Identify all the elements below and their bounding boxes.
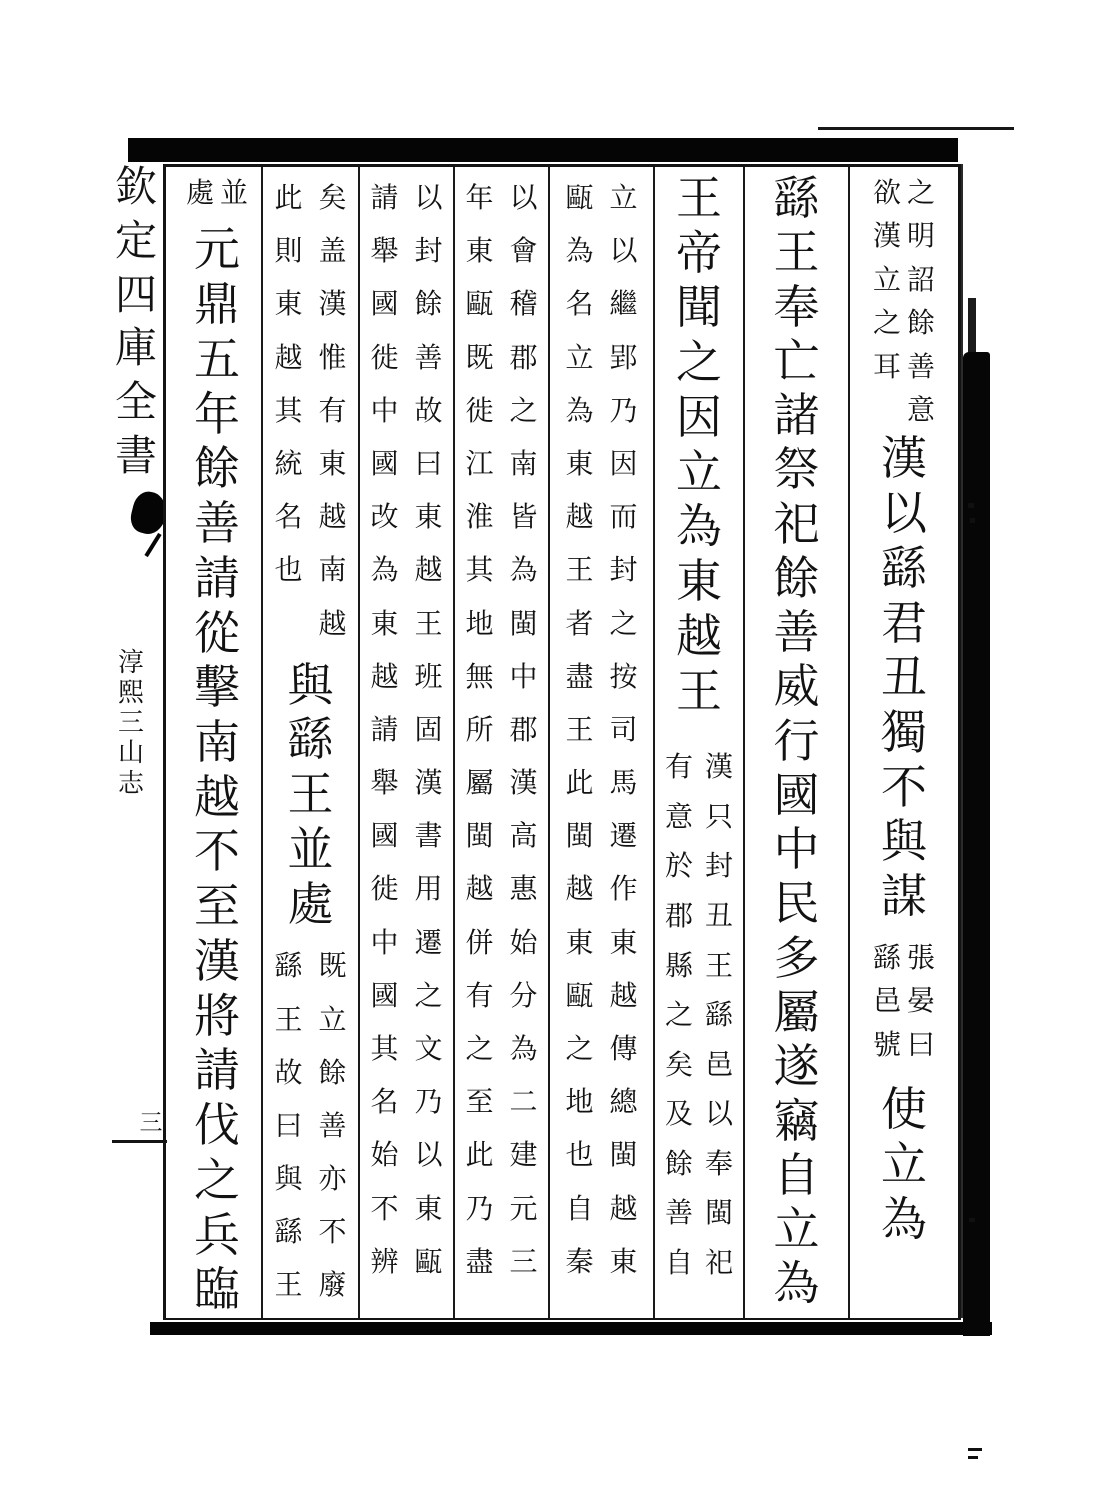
note-left-line: 處 (186, 178, 215, 209)
note-left-line: 請舉國徙中國改為東越請舉國徙中國其名始不辨 (370, 183, 399, 1278)
text-column-1 (848, 167, 958, 1318)
text-columns (166, 167, 958, 1318)
note-right-line: 以會稽郡之南皆為閩中郡漢高惠始分為二建元三 (509, 183, 538, 1278)
ink-speck (970, 518, 975, 523)
commentary-note (275, 172, 347, 651)
note-left-line: 繇邑號 (873, 942, 902, 1061)
commentary-note (566, 172, 638, 1289)
main-text: 王帝聞之因立為東越王 (676, 173, 722, 717)
main-text: 繇王奉亡諸祭祀餘善威行國中民多屬遂竊自立為 (773, 173, 820, 1310)
ink-speck (968, 1448, 982, 1451)
text-column-7 (261, 167, 358, 1318)
bottom-border-band (150, 1322, 992, 1335)
note-right-line: 既立餘善亦不廢 (318, 951, 347, 1302)
collection-title: 欽定四庫全書 (114, 165, 157, 480)
text-column-4 (548, 167, 653, 1318)
top-outer-rule (818, 127, 1014, 130)
note-right-line: 漢只封丑王繇邑以奉閩祀 (705, 752, 734, 1279)
ink-speck (969, 1218, 975, 1222)
page-number-rule (112, 1140, 167, 1143)
note-right-line: 並 (220, 178, 249, 209)
note-right-line: 矣盖漢惟有東越南越 (318, 183, 347, 640)
spine-shadow-bar (963, 352, 990, 1336)
text-column-6 (358, 167, 453, 1318)
ink-blob-tail (144, 533, 161, 557)
page-number: 三 (139, 1110, 163, 1135)
commentary-note (665, 743, 733, 1288)
text-frame (163, 164, 961, 1320)
note-right-line: 以封餘善故曰東越王班固漢書用遷之文乃以東甌 (414, 183, 443, 1278)
note-left-line: 有意於郡縣之矣及餘善自 (665, 752, 694, 1279)
main-text: 使立為 (881, 1084, 927, 1245)
commentary-note (186, 172, 248, 215)
spine-shadow-tip (968, 298, 976, 358)
commentary-note (371, 172, 443, 1289)
text-column-5 (453, 167, 548, 1318)
commentary-note (873, 937, 935, 1067)
note-left-line: 年東甌既徙江淮其地無所屬閩越併有之至此乃盡 (465, 183, 494, 1278)
note-right-line: 之明詔餘善意 (907, 178, 936, 426)
note-left-line: 此則東越其統名也 (274, 183, 303, 587)
text-column-3 (653, 167, 743, 1318)
note-left-line: 繇王故曰與繇王 (274, 951, 303, 1302)
commentary-note (873, 172, 935, 432)
ink-speck (968, 503, 974, 508)
note-right-line: 張晏曰 (907, 942, 936, 1061)
commentary-note (466, 172, 538, 1289)
note-right-line: 立以繼郢乃因而封之按司馬遷作東越傳總閩越東 (609, 183, 638, 1278)
text-column-8 (173, 167, 261, 1318)
top-border-band (128, 138, 958, 162)
note-left-line: 欲漢立之耳 (873, 178, 902, 383)
main-text: 漢以繇君丑獨不與謀 (881, 433, 927, 923)
note-left-line: 甌為名立為東越王者盡王此閩越東甌之地也自秦 (565, 183, 594, 1278)
main-text: 與繇王並處 (287, 659, 334, 930)
main-text: 元鼎五年餘善請從擊南越不至漢將請伐之兵臨 (194, 224, 240, 1316)
book-title: 淳熙三山志 (117, 648, 144, 798)
ink-speck (968, 1456, 978, 1459)
text-column-2 (743, 167, 848, 1318)
commentary-note (275, 940, 347, 1312)
